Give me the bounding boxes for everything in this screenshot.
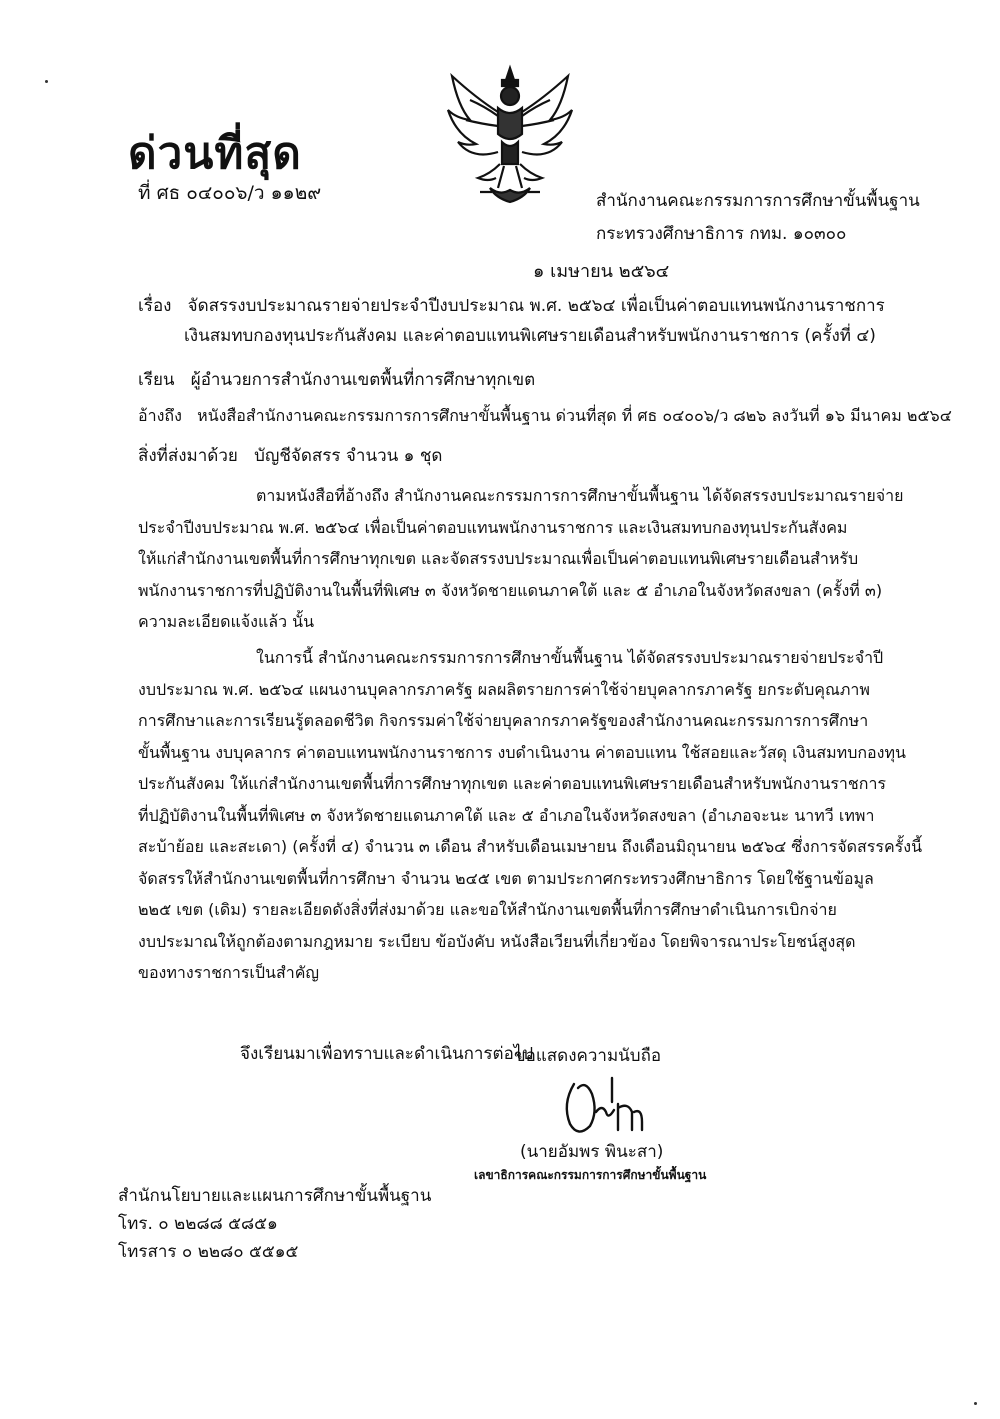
recipient-label: เรียน [138, 370, 175, 390]
scan-speck [45, 80, 48, 83]
scan-speck [974, 1402, 977, 1405]
agency-name: สำนักงานคณะกรรมการการศึกษาขั้นพื้นฐาน [596, 191, 920, 211]
contact-office: สำนักนโยบายและแผนการศึกษาขั้นพื้นฐาน [118, 1186, 432, 1206]
subject-text-2: เงินสมทบกองทุนประกันสังคม และค่าตอบแทนพิเศษรายเดือนสำหรับพนักงานราชการ (ครั้งที่ ๔) [184, 326, 876, 346]
reference-text: หนังสือสำนักงานคณะกรรมการการศึกษาขั้นพื้นฐาน ด่วนที่สุด ที่ ศธ ๐๔๐๐๖/ว ๘๒๖ ลงวันที่ ๑๖ มีนาคม ๒๕๖๔ [197, 406, 952, 425]
agency-address [596, 185, 920, 251]
paragraph-line: ประกันสังคม ให้แก่สำนักงานเขตพื้นที่การศึกษาทุกเขต และค่าตอบแทนพิเศษรายเดือนสำหรับพนักงานราชการ [138, 774, 887, 793]
subject-label: เรื่อง [138, 296, 172, 316]
paragraph-line: ประจำปีงบประมาณ พ.ศ. ๒๕๖๔ เพื่อเป็นค่าตอบแทนพนักงานราชการ และเงินสมทบกองทุนประกันสังคม [138, 517, 848, 537]
enclosure-label: สิ่งที่ส่งมาด้วย [138, 446, 238, 466]
paragraph-line: ในการนี้ สำนักงานคณะกรรมการการศึกษาขั้นพื้นฐาน ได้จัดสรรงบประมาณรายจ่ายประจำปี [256, 648, 884, 667]
paragraph-line: จัดสรรให้สำนักงานเขตพื้นที่การศึกษา จำนวน ๒๔๕ เขต ตามประกาศกระทรวงศึกษาธิการ โดยใช้ฐานข้อมูล [138, 868, 874, 888]
recipient-line [138, 366, 535, 393]
agency-location: กระทรวงศึกษาธิการ กทม. ๑๐๓๐๐ [596, 224, 847, 244]
enclosure-line [138, 442, 442, 469]
reference-label: อ้างถึง [138, 406, 182, 425]
paragraph-line: ให้แก่สำนักงานเขตพื้นที่การศึกษาทุกเขต และจัดสรรงบประมาณเพื่อเป็นค่าตอบแทนพิเศษรายเดือนสำหรับ [138, 549, 859, 568]
paragraph-line: ที่ปฏิบัติงานในพื้นที่พิเศษ ๓ จังหวัดชายแดนภาคใต้ และ ๕ อำเภอในจังหวัดสงขลา (อำเภอจะนะ นาทวี เทพา [138, 805, 875, 825]
paragraph-line: สะบ้าย้อย และสะเดา) (ครั้งที่ ๔) จำนวน ๓ เดือน สำหรับเดือนเมษายน ถึงเดือนมิถุนายน ๒๕๖๔ ซึ่งการจัดสรรครั้งนี้ [138, 837, 922, 856]
paragraph-line: งบประมาณ พ.ศ. ๒๕๖๔ แผนงานบุคลากรภาครัฐ ผลผลิตรายการค่าใช้จ่ายบุคลากรภาครัฐ ยกระดับคุณภาพ [138, 679, 870, 699]
body-paragraph-2 [138, 642, 928, 989]
urgency-stamp: ด่วนที่สุด [128, 128, 302, 179]
complimentary-close: ขอแสดงความนับถือ [514, 1046, 662, 1066]
document-number: ที่ ศธ ๐๔๐๐๖/ว ๑๑๒๙ [138, 182, 322, 204]
contact-fax: โทรสาร ๐ ๒๒๘๐ ๕๕๑๕ [118, 1242, 299, 1262]
subject-line [138, 292, 885, 319]
paragraph-line: ขั้นพื้นฐาน งบบุคลากร ค่าตอบแทนพนักงานราชการ งบดำเนินงาน ค่าตอบแทน ใช้สอยและวัสดุ เงินสมทบกองทุน [138, 742, 906, 762]
paragraph-line: ๒๒๕ เขต (เดิม) รายละเอียดดังสิ่งที่ส่งมาด้วย และขอให้สำนักงานเขตพื้นที่การศึกษาดำเนินการเบิกจ่าย [138, 900, 837, 919]
paragraph-line: ตามหนังสือที่อ้างถึง สำนักงานคณะกรรมการการศึกษาขั้นพื้นฐาน ได้จัดสรรงบประมาณรายจ่าย [256, 486, 904, 505]
body-paragraph-1 [138, 480, 928, 638]
subject-text-1: จัดสรรงบประมาณรายจ่ายประจำปีงบประมาณ พ.ศ. ๒๕๖๔ เพื่อเป็นค่าตอบแทนพนักงานราชการ [187, 296, 885, 316]
document-date: ๑ เมษายน ๒๕๖๔ [533, 261, 670, 282]
paragraph-line: พนักงานราชการที่ปฏิบัติงานในพื้นที่พิเศษ ๓ จังหวัดชายแดนภาคใต้ และ ๕ อำเภอในจังหวัดสงขลา (ครั้งที่ ๓) [138, 580, 883, 600]
garuda-emblem-icon [440, 60, 580, 210]
paragraph-line: การศึกษาและการเรียนรู้ตลอดชีวิต กิจกรรมค่าใช้จ่ายบุคลากรภาครัฐของสำนักงานคณะกรรมการการศึกษา [138, 711, 869, 730]
contact-phone: โทร. ๐ ๒๒๘๘ ๕๘๕๑ [118, 1214, 278, 1234]
contact-block [118, 1182, 431, 1266]
reference-line [138, 404, 952, 429]
recipient-text: ผู้อำนวยการสำนักงานเขตพื้นที่การศึกษาทุกเขต [190, 370, 536, 390]
signatory-title: เลขาธิการคณะกรรมการการศึกษาขั้นพื้นฐาน [474, 1168, 707, 1182]
paragraph-line: ของทางราชการเป็นสำคัญ [138, 963, 320, 982]
paragraph-line: ความละเอียดแจ้งแล้ว นั้น [138, 612, 315, 631]
enclosure-text: บัญชีจัดสรร จำนวน ๑ ชุด [254, 446, 443, 466]
closing-sentence: จึงเรียนมาเพื่อทราบและดำเนินการต่อไป [240, 1044, 534, 1064]
signatory-name: (นายอัมพร พินะสา) [520, 1142, 664, 1162]
paragraph-line: งบประมาณให้ถูกต้องตามกฎหมาย ระเบียบ ข้อบังคับ หนังสือเวียนที่เกี่ยวข้อง โดยพิจารณาประโยชน์สูงสุด [138, 931, 856, 951]
handwritten-signature [556, 1072, 666, 1140]
